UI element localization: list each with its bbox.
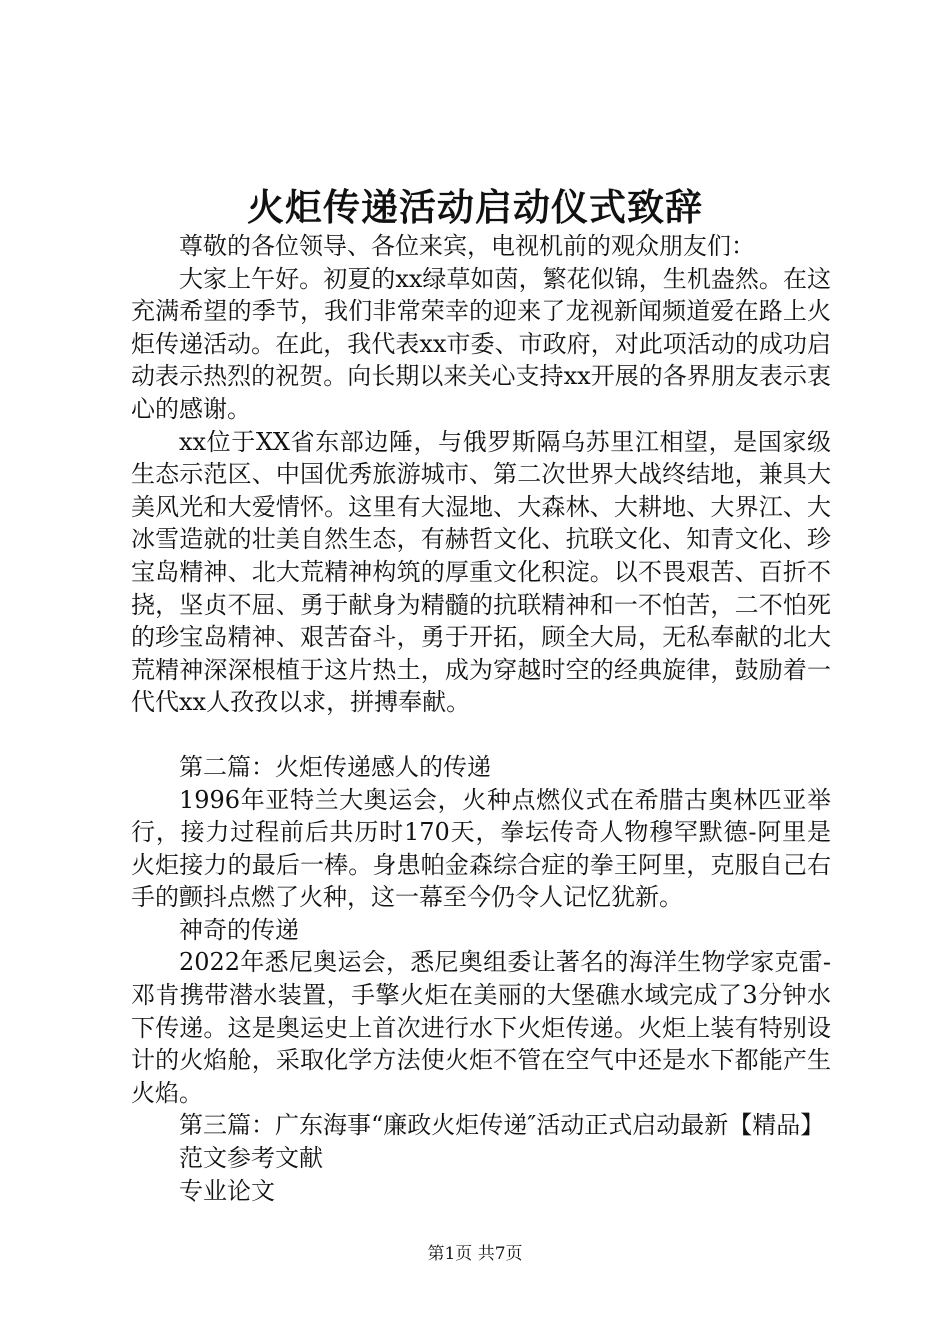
professional-paper-line: 专业论文 xyxy=(179,1176,275,1205)
opening-paragraph: 大家上午好。初夏的xx绿草如茵，繁花似锦，生机盎然。在这充满希望的季节，我们非常荣幸的迎来了龙视新闻频道爱在路上火炬传递活动。在此，我代表xx市委、市政府，对此项活动的成功启动表示热烈的祝贺。向长期以来关心支持xx开展的各界朋友表示衷心的感谢。 xyxy=(131,264,831,423)
city-intro-paragraph: xx位于XX省东部边陲，与俄罗斯隔乌苏里江相望，是国家级生态示范区、中国优秀旅游城市、第二次世界大战终结地，兼具大美风光和大爱情怀。这里有大湿地、大森林、大耕地、大界江、大冰雪造就的壮美自然生态，有赫哲文化、抗联文化、知青文化、珍宝岛精神、北大荒精神构筑的厚重文化积淀。以不畏艰苦、百折不挠，坚贞不屈、勇于献身为精髓的抗联精神和一不怕苦，二不怕死的珍宝岛精神、艰苦奋斗，勇于开拓，顾全大局，无私奉献的北大荒精神深深根植于这片热土，成为穿越时空的经典旋律，鼓励着一代代xx人孜孜以求，拼搏奉献。 xyxy=(131,427,831,717)
magic-relay-heading: 神奇的传递 xyxy=(179,915,299,944)
sydney-paragraph: 2022年悉尼奥运会，悉尼奥组委让著名的海洋生物学家克雷-邓肯携带潜水装置，手擎火炬在美丽的大堡礁水域完成了3分钟水下传递。这是奥运史上首次进行水下火炬传递。火炬上装有特别设计的火焰舱，采取化学方法使火炬不管在空气中还是水下都能产生火焰。 xyxy=(131,948,831,1107)
section-two-heading: 第二篇：火炬传递感人的传递 xyxy=(179,752,491,781)
atlanta-paragraph: 1996年亚特兰大奥运会，火种点燃仪式在希腊古奥林匹亚举行，接力过程前后共历时170天，拳坛传奇人物穆罕默德-阿里是火炬接力的最后一棒。身患帕金森综合症的拳王阿里，克服自己右手的颤抖点燃了火种，这一幕至今仍令人记忆犹新。 xyxy=(131,785,831,912)
document-title: 火炬传递活动启动仪式致辞 xyxy=(247,186,703,229)
document-body xyxy=(131,230,831,1207)
page-footer: 第1页 共7页 xyxy=(427,1244,523,1264)
section-three-heading: 第三篇：广东海事“廉政火炬传递″活动正式启动最新【精品】 xyxy=(179,1111,825,1140)
references-line: 范文参考文献 xyxy=(179,1144,323,1173)
greeting-paragraph: 尊敬的各位领导、各位来宾，电视机前的观众朋友们： xyxy=(179,232,755,260)
